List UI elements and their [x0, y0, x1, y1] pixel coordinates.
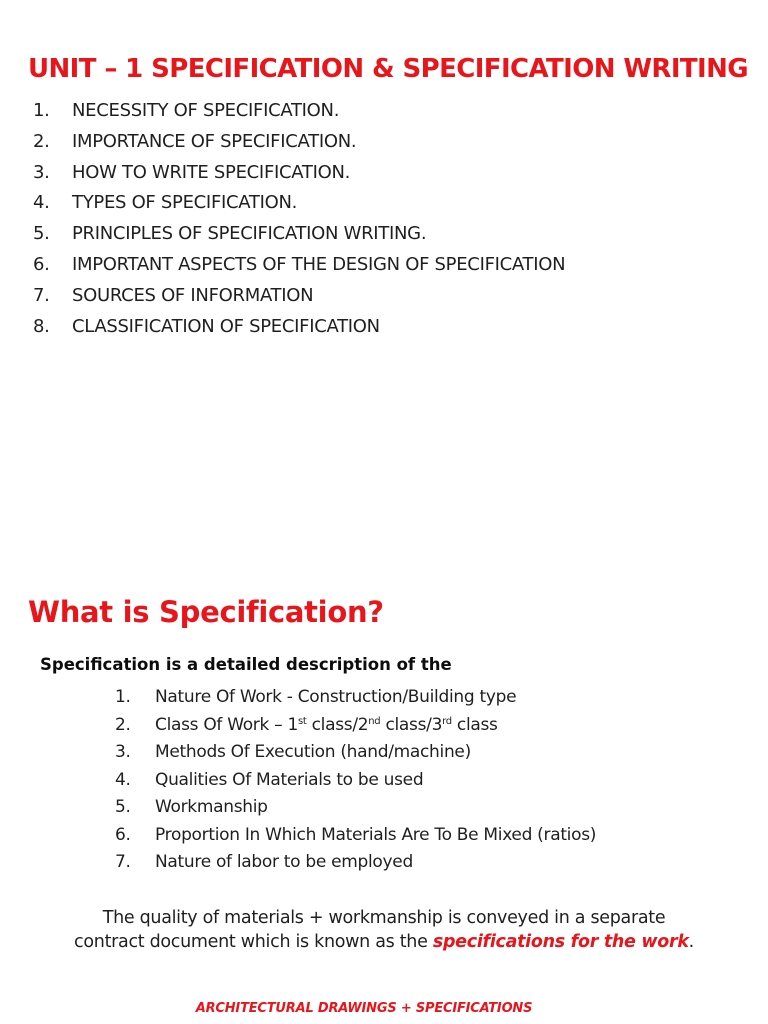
topic-text: TYPES OF SPECIFICATION. — [72, 192, 298, 214]
footer-text: ARCHITECTURAL DRAWINGS + SPECIFICATIONS — [195, 1001, 533, 1016]
conclusion-emphasis: specifications for the work — [432, 931, 689, 952]
detail-text: Workmanship — [155, 797, 268, 817]
topic-number: 1. — [33, 100, 50, 121]
conclusion-line-1: The quality of materials + workmanship is conveyed in a separate — [102, 908, 666, 928]
topic-number: 5. — [33, 223, 50, 245]
detail-text-part: class — [451, 714, 498, 735]
conclusion-paragraph — [20, 907, 748, 954]
unit-title: UNIT – 1 SPECIFICATION & SPECIFICATION WRITING — [28, 54, 749, 84]
detail-text-part: class/3 — [380, 714, 443, 735]
topic-number: 4. — [33, 192, 50, 214]
topic-text: HOW TO WRITE SPECIFICATION. — [72, 161, 351, 183]
topic-text: NECESSITY OF SPECIFICATION. — [72, 100, 340, 121]
topic-text: PRINCIPLES OF SPECIFICATION WRITING. — [72, 223, 427, 245]
detail-number: 7. — [115, 852, 131, 872]
detail-text-part: Class Of Work – 1 — [155, 714, 298, 735]
detail-text: Qualities Of Materials to be used — [155, 769, 424, 790]
detail-text: Proportion In Which Materials Are To Be Mixed (ratios) — [155, 824, 597, 845]
topic-number: 7. — [33, 284, 50, 306]
topic-number: 3. — [33, 161, 50, 183]
detail-number: 2. — [115, 714, 131, 735]
detail-number: 4. — [115, 769, 131, 790]
detail-number: 5. — [115, 797, 131, 817]
detail-number: 3. — [115, 742, 131, 762]
conclusion-suffix: . — [688, 931, 694, 952]
detail-number: 6. — [115, 824, 131, 845]
topic-number: 8. — [33, 315, 50, 337]
detail-text — [155, 715, 498, 735]
detail-text: Nature of labor to be employed — [155, 852, 413, 872]
topic-text: IMPORTANCE OF SPECIFICATION. — [72, 130, 357, 152]
topic-number: 2. — [33, 130, 50, 152]
detail-text: Methods Of Execution (hand/machine) — [155, 742, 471, 762]
conclusion-line-2: contract document which is known as the — [74, 931, 433, 952]
detail-text: Nature Of Work - Construction/Building type — [155, 687, 517, 707]
detail-number: 1. — [115, 687, 131, 707]
ordinal-suffix: rd — [442, 715, 452, 727]
topic-text: SOURCES OF INFORMATION — [72, 284, 314, 306]
topic-text: IMPORTANT ASPECTS OF THE DESIGN OF SPECIFICATION — [72, 253, 566, 275]
ordinal-suffix: nd — [368, 715, 381, 727]
ordinal-suffix: st — [297, 715, 307, 727]
lead-text: Specification is a detailed description of the — [40, 655, 452, 674]
detail-text-part: class/2 — [306, 714, 369, 735]
topic-text: CLASSIFICATION OF SPECIFICATION — [72, 315, 380, 337]
topic-number: 6. — [33, 253, 50, 275]
section-title: What is Specification? — [28, 595, 384, 629]
